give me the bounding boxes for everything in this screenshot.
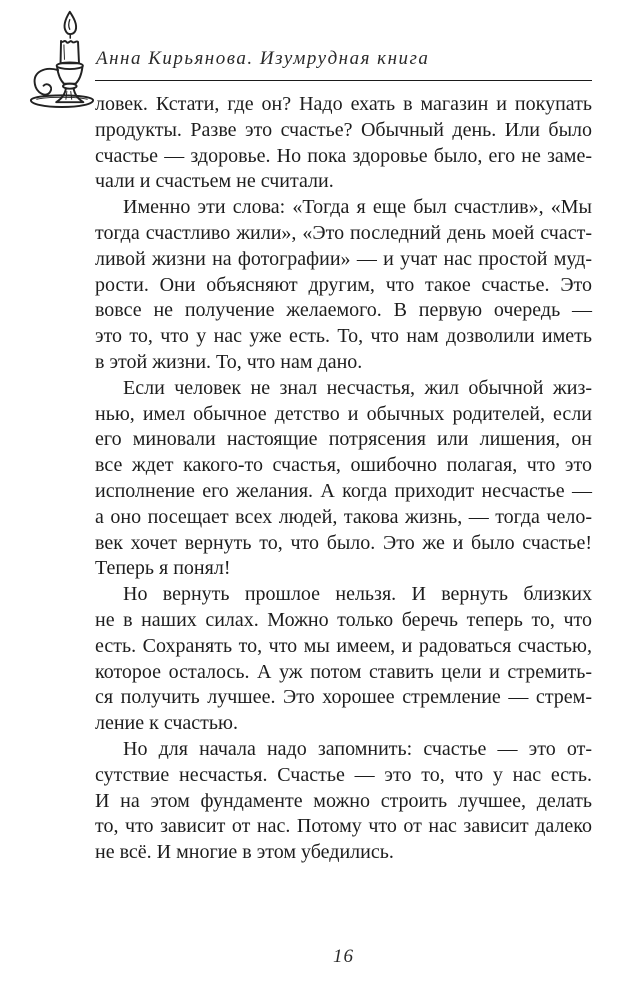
text-line: вовсе не получение желаемого. В первую очередь — bbox=[95, 299, 592, 322]
text-line: есть. Сохранять то, что мы имеем, и радоваться счастью, bbox=[95, 634, 592, 657]
text-line: век хочет вернуть то, что было. Это же и было счастье! bbox=[95, 531, 592, 554]
text-line: ловек. Кстати, где он? Надо ехать в магазин и покупать bbox=[95, 93, 592, 115]
candle-icon bbox=[22, 6, 102, 108]
text-line: ление к счастью. bbox=[95, 712, 238, 735]
text-line: ливой жизни на фотографии» — и учат нас простой муд- bbox=[95, 247, 592, 270]
text-line: Но для начала надо запомнить: счастье — это от- bbox=[123, 737, 592, 760]
text-line: Именно эти слова: «Тогда я еще был счастлив», «Мы bbox=[123, 196, 592, 219]
text-line: чали и счастьем не считали. bbox=[95, 170, 334, 193]
text-line: ся получить лучшее. Это хорошее стремление — стрем- bbox=[95, 686, 592, 709]
text-line: И на этом фундаменте можно строить лучшее, делать bbox=[95, 789, 592, 812]
body-text bbox=[95, 92, 592, 866]
text-line: Если человек не знал несчастья, жил обычной жиз- bbox=[123, 376, 592, 399]
text-line: а оно посещает всех людей, такова жизнь, — тогда чело- bbox=[95, 505, 592, 528]
text-line: не в наших силах. Можно только беречь теперь то, что bbox=[95, 608, 592, 631]
text-line: Но вернуть прошлое нельзя. И вернуть близких bbox=[123, 583, 592, 606]
text-line: исполнение его желания. А когда приходит несчастье — bbox=[95, 479, 592, 502]
text-line: счастье — здоровье. Но пока здоровье было, его не заме- bbox=[95, 144, 592, 167]
header-rule bbox=[95, 80, 592, 81]
text-line: которое осталось. А уж потом ставить цели и стремить- bbox=[95, 660, 592, 683]
text-line: то, что зависит от нас. Потому что от нас зависит далеко bbox=[95, 815, 592, 838]
text-line: Теперь я понял! bbox=[95, 557, 231, 580]
text-line: рости. Они объясняют другим, что такое счастье. Это bbox=[95, 273, 592, 296]
text-line: все ждет какого-то счастья, ошибочно полагая, что это bbox=[95, 454, 592, 477]
text-line: его миновали настоящие потрясения или лишения, он bbox=[95, 428, 592, 451]
text-line: в этой жизни. То, что нам дано. bbox=[95, 350, 363, 373]
running-header: Анна Кирьянова. Изумрудная книга bbox=[96, 48, 430, 69]
text-line: не всё. И многие в этом убедились. bbox=[95, 841, 394, 864]
text-line: это то, что у нас уже есть. То, что нам дозволили иметь bbox=[95, 325, 592, 348]
text-line: продукты. Разве это счастье? Обычный день. Или было bbox=[95, 118, 592, 141]
text-line: нью, имел обычное детство и обычных родителей, если bbox=[95, 402, 592, 425]
page-number: 16 bbox=[333, 946, 354, 967]
text-line: сутствие несчастья. Счастье — это то, что у нас есть. bbox=[95, 763, 592, 786]
text-line: тогда счастливо жили», «Это последний день моей счаст- bbox=[95, 221, 592, 244]
